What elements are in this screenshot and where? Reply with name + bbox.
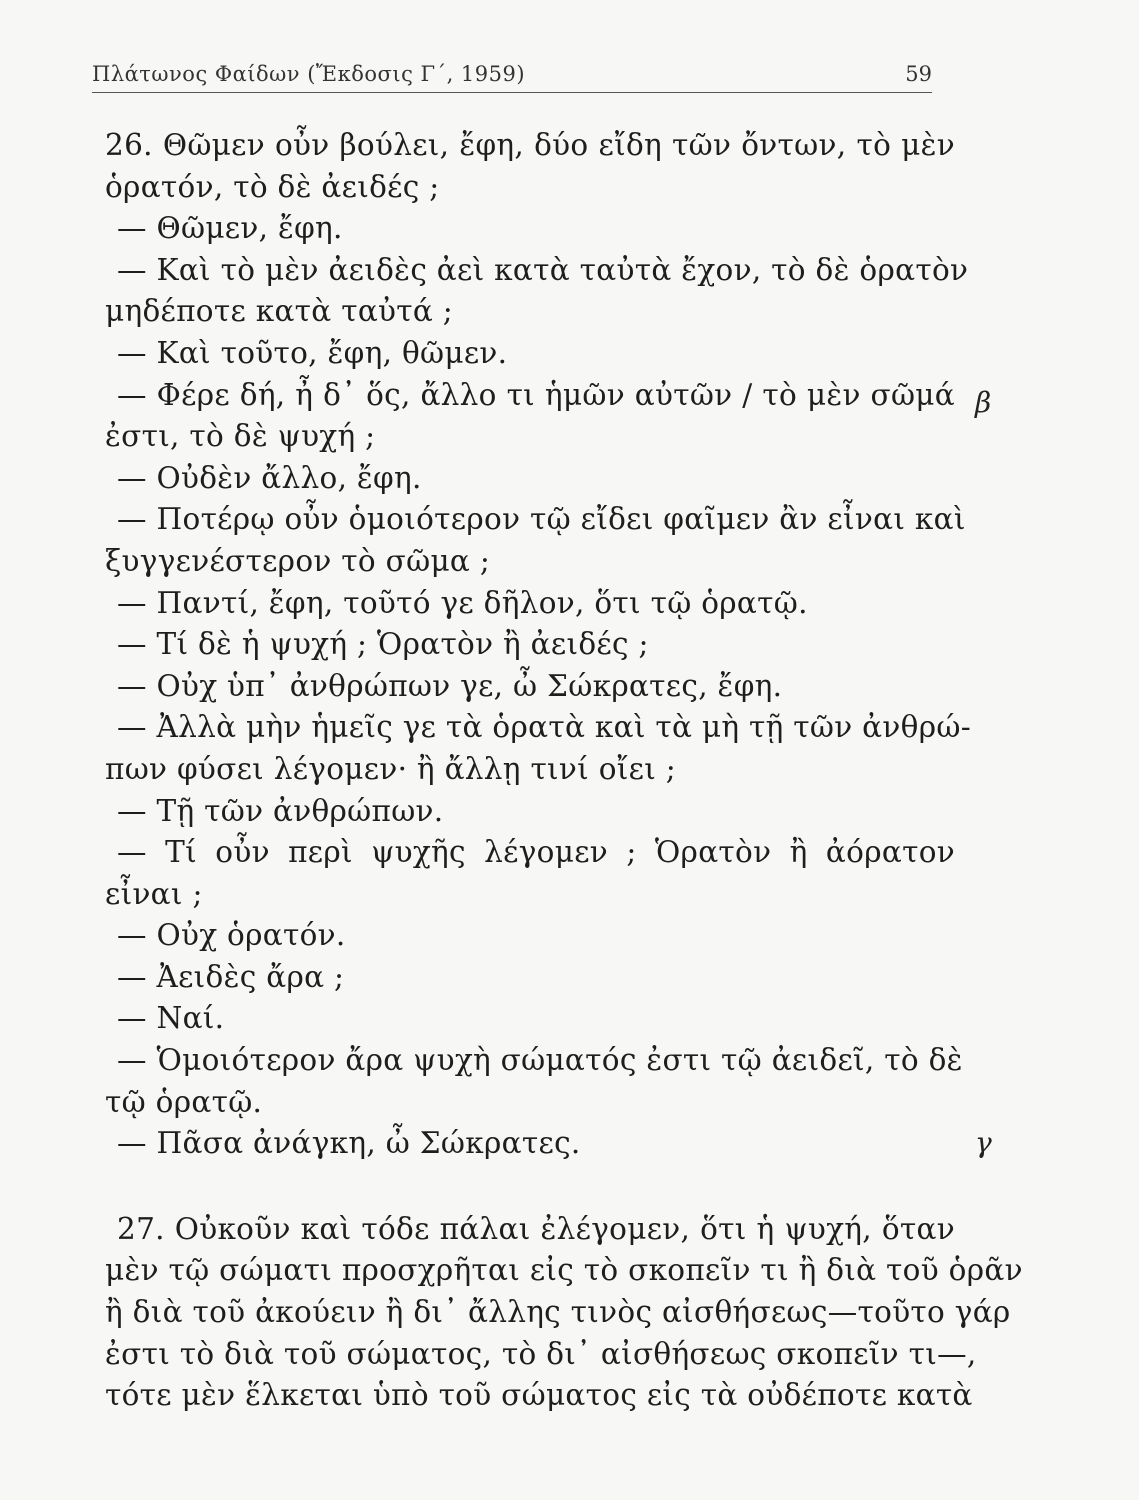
text-line: — Πᾶσα ἀνάγκη, ὦ Σώκρατες.	[117, 1126, 581, 1161]
margin-section-marker-b: β	[975, 386, 992, 419]
text-line: μὲν τῷ σώματι προσχρῆται εἰς τὸ σκοπεῖν τι ἢ διὰ τοῦ ὁρᾶν	[105, 1253, 1023, 1288]
text-line: ξυγγενέστερον τὸ σῶμα ;	[105, 543, 491, 578]
text-line: — Τί δὲ ἡ ψυχή ; Ὁρατὸν ἢ ἀειδές ;	[117, 627, 649, 662]
text-line: 26. Θῶμεν οὖν βούλει, ἔφη, δύο εἴδη τῶν ὄντων, τὸ μὲν	[105, 128, 955, 162]
text-line: — Καὶ τοῦτο, ἔφη, θῶμεν.	[117, 335, 508, 370]
text-line: — Φέρε δή, ἦ δ᾽ ὅς, ἄλλο τι ἡμῶν αὐτῶν / τὸ μὲν σῶμά	[117, 377, 955, 412]
text-line: — Οὐδὲν ἄλλο, ἔφη.	[117, 460, 422, 495]
text-line: — Ὁμοιότερον ἄρα ψυχὴ σώματός ἐστι τῷ ἀειδεῖ, τὸ δὲ	[117, 1043, 963, 1078]
text-line: 27. Οὐκοῦν καὶ τόδε πάλαι ἐλέγομεν, ὅτι ἡ ψυχή, ὅταν	[117, 1211, 955, 1246]
text-line: ὁρατόν, τὸ δὲ ἀειδές ;	[105, 169, 440, 204]
text-line: — Οὐχ ὑπ᾽ ἀνθρώπων γε, ὦ Σώκρατες, ἔφη.	[117, 668, 783, 703]
text-line: τῷ ὁρατῷ.	[105, 1084, 263, 1119]
text-line: μηδέποτε κατὰ ταὐτά ;	[105, 294, 454, 329]
text-line: — Τῇ τῶν ἀνθρώπων.	[117, 793, 444, 828]
header-title: Πλάτωνος Φαίδων (Ἔκδοσις Γ΄, 1959)	[92, 62, 526, 86]
body-text	[105, 125, 1023, 1417]
text-line: — Ἀλλὰ μὴν ἡμεῖς γε τὰ ὁρατὰ καὶ τὰ μὴ τῇ τῶν ἀνθρώ-	[117, 710, 971, 745]
text-line: ἐστι, τὸ δὲ ψυχή ;	[105, 419, 376, 454]
running-header	[92, 60, 932, 93]
text-line: ἢ διὰ τοῦ ἀκούειν ἢ δι᾽ ἄλλης τινὸς αἰσθήσεως—τοῦτο γάρ	[105, 1295, 1011, 1330]
text-line: — Καὶ τὸ μὲν ἀειδὲς ἀεὶ κατὰ ταὐτὰ ἔχον, τὸ δὲ ὁρατὸν	[117, 252, 969, 287]
page-number: 59	[905, 62, 932, 86]
text-line: — Τί οὖν περὶ ψυχῆς λέγομεν ; Ὁρατὸν ἢ ἀόρατον	[117, 835, 955, 870]
text-line: — Θῶμεν, ἔφη.	[117, 211, 343, 246]
text-line: — Ἀειδὲς ἄρα ;	[117, 959, 345, 994]
text-line: πων φύσει λέγομεν· ἢ ἄλλῃ τινί οἴει ;	[105, 751, 676, 786]
text-line: — Οὐχ ὁρατόν.	[117, 918, 346, 953]
text-line: — Παντί, ἔφη, τοῦτό γε δῆλον, ὅτι τῷ ὁρατῷ.	[117, 585, 808, 620]
text-line: ἐστι τὸ διὰ τοῦ σώματος, τὸ δι᾽ αἰσθήσεως σκοπεῖν τι—,	[105, 1336, 977, 1371]
text-line: — Ναί.	[117, 1001, 225, 1036]
text-line: τότε μὲν ἕλκεται ὑπὸ τοῦ σώματος εἰς τὰ οὐδέποτε κατὰ	[105, 1378, 973, 1413]
text-line: — Ποτέρῳ οὖν ὁμοιότερον τῷ εἴδει φαῖμεν ἂν εἶναι καὶ	[117, 502, 966, 537]
text-line: εἶναι ;	[105, 876, 203, 911]
margin-section-marker-c: γ	[975, 1126, 992, 1159]
